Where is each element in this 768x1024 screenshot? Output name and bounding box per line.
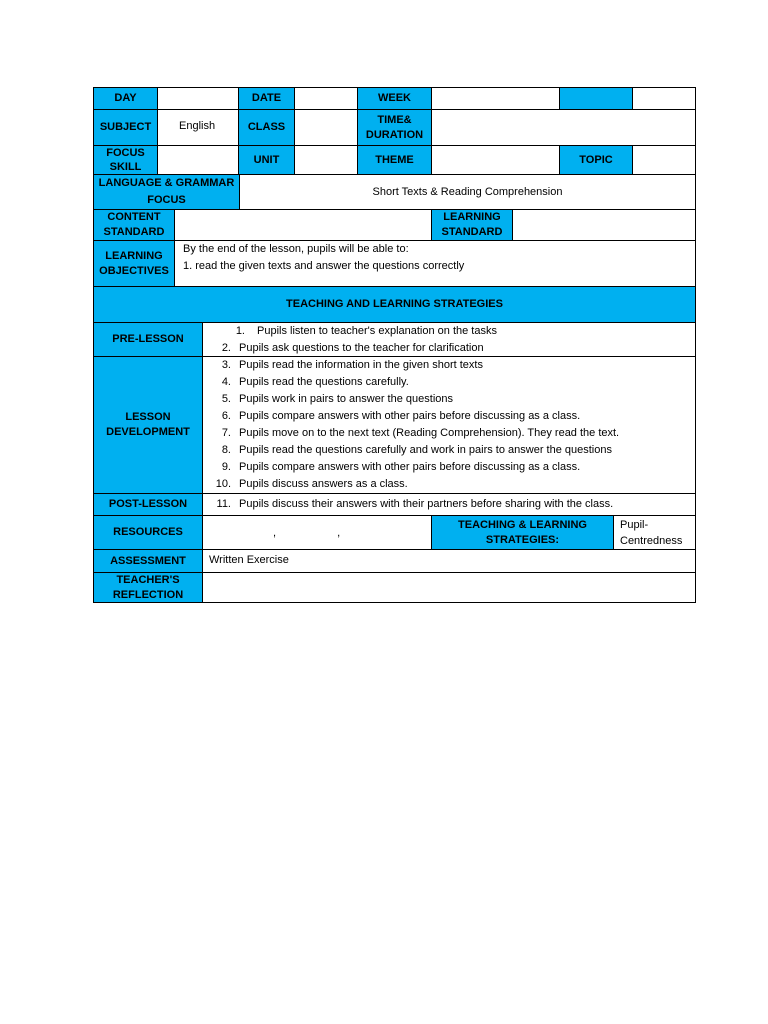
list-item-text: Pupils compare answers with other pairs before discussing as a class. [239, 461, 581, 473]
learning-objectives-label: LEARNING OBJECTIVES [93, 240, 175, 287]
list-item-text: Pupils ask questions to the teacher for clarification [239, 342, 484, 354]
focus-skill-label: FOCUS SKILL [93, 145, 158, 175]
list-item-number: 2. [221, 342, 231, 354]
subject-value-text: English [179, 120, 216, 132]
tls-value-text: Pupil-Centredness [620, 519, 683, 547]
learning-standard-value[interactable] [512, 209, 696, 241]
unit-value[interactable] [294, 145, 358, 175]
list-item-text: Pupils read the questions carefully. [239, 376, 409, 388]
list-item-text: Pupils work in pairs to answer the questions [239, 393, 453, 405]
resources-value[interactable] [202, 515, 432, 550]
day-value[interactable] [157, 87, 239, 110]
week-extra-blue [559, 87, 633, 110]
class-label: CLASS [238, 109, 295, 146]
theme-label: THEME [357, 145, 432, 175]
objectives-line-1: By the end of the lesson, pupils will be able to: [183, 243, 409, 255]
pre-lesson-label: PRE-LESSON [93, 322, 203, 357]
list-item-text: Pupils discuss answers as a class. [239, 478, 408, 490]
list-item-number: 8. [221, 444, 231, 456]
list-item-number: 9. [221, 461, 231, 473]
list-item-number: 6. [221, 410, 231, 422]
focus-skill-value[interactable] [157, 145, 239, 175]
list-item-text: Pupils listen to teacher's explanation on the tasks [257, 325, 497, 337]
list-item [203, 391, 695, 408]
assessment-label: ASSESSMENT [93, 549, 203, 573]
lesson-development-label: LESSON DEVELOPMENT [93, 356, 203, 494]
class-value[interactable] [294, 109, 358, 146]
week-label: WEEK [357, 87, 432, 110]
list-item-number: 5. [221, 393, 231, 405]
lesson-development-list [203, 357, 695, 493]
list-item [203, 408, 695, 425]
list-item [203, 476, 695, 493]
topic-value[interactable] [632, 145, 696, 175]
list-item [203, 374, 695, 391]
list-item-text: Pupils move on to the next text (Reading Comprehension). They read the text. [239, 427, 620, 439]
time-duration-label: TIME& DURATION [357, 109, 432, 146]
list-item [203, 496, 695, 513]
learning-standard-label: LEARNING STANDARD [431, 209, 513, 241]
post-lesson-label: POST-LESSON [93, 493, 203, 516]
date-value[interactable] [294, 87, 358, 110]
assessment-value[interactable] [202, 549, 696, 573]
subject-value[interactable] [157, 109, 239, 146]
list-item [203, 459, 695, 476]
week-value[interactable] [431, 87, 560, 110]
list-item [203, 340, 695, 357]
learning-objectives-value[interactable] [174, 240, 696, 287]
date-label: DATE [238, 87, 295, 110]
list-item-text: Pupils compare answers with other pairs before discussing as a class. [239, 410, 581, 422]
pre-lesson-list [203, 323, 695, 357]
resources-value-text: , , [273, 527, 341, 539]
list-item-number: 4. [221, 376, 231, 388]
list-item-number: 1. [235, 325, 245, 337]
week-extra-value[interactable] [632, 87, 696, 110]
tls-label: TEACHING & LEARNING STRATEGIES: [431, 515, 614, 550]
post-lesson-list [203, 496, 695, 513]
list-item-number: 3. [221, 359, 231, 371]
pre-lesson-content [202, 322, 696, 357]
list-item-text: Pupils discuss their answers with their partners before sharing with the class. [239, 498, 614, 510]
theme-value[interactable] [431, 145, 560, 175]
subject-label: SUBJECT [93, 109, 158, 146]
post-lesson-content [202, 493, 696, 516]
resources-label: RESOURCES [93, 515, 203, 550]
assessment-value-text: Written Exercise [209, 554, 289, 566]
reflection-label: TEACHER'S REFLECTION [93, 572, 203, 603]
list-item-number: 7. [221, 427, 231, 439]
list-item-number: 10. [215, 478, 231, 490]
objectives-line-2: 1. read the given texts and answer the questions correctly [183, 260, 465, 272]
language-grammar-label: LANGUAGE & GRAMMAR FOCUS [93, 174, 240, 210]
content-standard-label: CONTENT STANDARD [93, 209, 175, 241]
list-item-number: 11. [216, 498, 231, 510]
time-duration-value[interactable] [431, 109, 696, 146]
list-item-text: Pupils read the questions carefully and work in pairs to answer the questions [239, 444, 612, 456]
list-item [203, 357, 695, 374]
list-item [203, 442, 695, 459]
list-item [203, 323, 695, 340]
reflection-value[interactable] [202, 572, 696, 603]
unit-label: UNIT [238, 145, 295, 175]
day-label: DAY [93, 87, 158, 110]
list-item-text: Pupils read the information in the given short texts [239, 359, 483, 371]
topic-label: TOPIC [559, 145, 633, 175]
content-standard-value[interactable] [174, 209, 432, 241]
strategies-title: TEACHING AND LEARNING STRATEGIES [93, 286, 696, 323]
list-item [203, 425, 695, 442]
language-grammar-value[interactable]: Short Texts & Reading Comprehension [239, 174, 696, 210]
tls-value[interactable] [613, 515, 696, 550]
lesson-development-content [202, 356, 696, 494]
